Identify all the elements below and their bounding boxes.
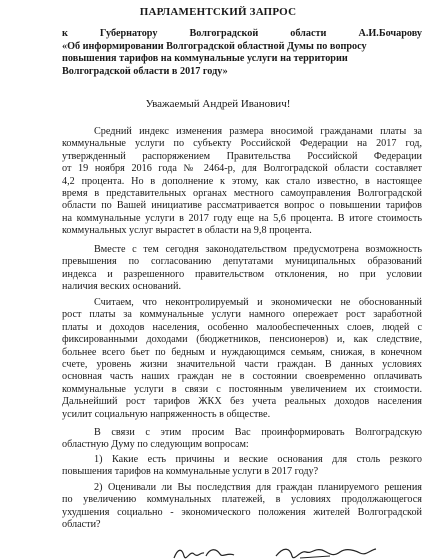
text-line: по увеличению коммунальных платежей, в условиях продолжающегося [62, 494, 422, 506]
addressee-block [62, 28, 422, 78]
text-line: больнее всего бьет по бедным и нуждающимся семьям, снижая, в конечном [62, 346, 422, 358]
text-line: Дальнейший рост тарифов ЖКХ без учета реальных доходов населения [62, 396, 422, 408]
text-line: основная часть наших граждан не в состоянии своевременно оплачивать [62, 371, 422, 383]
text-line: В связи с этим просим Вас проинформировать Волгоградскую [94, 427, 422, 438]
text-line: Средний индекс изменения размера вносимой гражданами платы за [94, 126, 422, 137]
paragraph-1 [62, 126, 422, 238]
text-line: время в представительных органах местного самоуправления Волгоградской [62, 188, 422, 200]
text-line: ухудшения социально - экономического положения жителей Волгоградской [62, 506, 422, 518]
text-line: на коммунальные услуги в 2017 году еще на 5,6 процента. В итоге стоимость [62, 212, 422, 224]
text-line: коммунальные услуги в связи с постоянным увеличением их стоимости. [62, 383, 422, 395]
text-line: Вместе с тем сегодня законодательством предусмотрена возможность [94, 244, 422, 255]
text-line: рост платы за коммунальные услуги намного опережает рост заработной [62, 309, 422, 321]
text-line: области по Вашей инициативе рассматривается вопрос о повышении тарифов [62, 200, 422, 212]
text-line: индекса и разрешенного правительством отклонения, но при условии [62, 268, 422, 280]
greeting: Уважаемый Андрей Иванович! [145, 98, 291, 110]
text-line: счете, уровень жизни значительной части граждан. В данных условиях [62, 359, 422, 371]
question-1 [62, 454, 422, 479]
paragraph-3 [62, 297, 422, 421]
text-line: превышения по согласованию депутатами муниципальных образований [62, 256, 422, 268]
paragraph-4 [62, 427, 422, 452]
signature-2 [270, 544, 380, 560]
text-line: 4,2 процента. Но в дополнение к этому, как стало известно, в настоящее [62, 175, 422, 187]
subject-line: «Об информировании Волгоградской областной Думы по вопросу [62, 40, 367, 52]
subject-line: Волгоградской области в 2017 году» [62, 65, 228, 77]
text-line: Считаем, что неконтролируемый и экономически не обоснованный [94, 297, 422, 308]
text-line: фиксированными доходами (бюджетников, пенсионеров) и, как следствие, [62, 334, 422, 346]
subject-line: повышения тарифов на коммунальные услуги на территории [62, 53, 348, 64]
text-line: области? [62, 519, 101, 531]
text-line: областную Думу по следующим вопросам: [62, 439, 249, 451]
text-line: от 19 ноября 2016 года № 2464-р, для Волгоградской области составляет [62, 163, 422, 175]
question-2 [62, 482, 422, 532]
text-line: усилит социальную напряженность в обществе. [62, 408, 271, 420]
text-line: утвержденный распоряжением Правительства Российской Федерации [62, 150, 422, 162]
text-line: платы и доходов населения, особенно малообеспеченных слоев, людей с [62, 321, 422, 333]
text-line: повышения тарифов на коммунальные услуги в 2017 году? [62, 466, 319, 478]
text-line: коммунальные услуги по субъекту Российской Федерации на 2017 год, [62, 138, 422, 150]
text-line: 1) Какие есть причины и веские основания для столь резкого [94, 454, 422, 465]
text-line: 2) Оценивали ли Вы последствия для граждан планируемого решения [94, 482, 422, 493]
text-line: наличия веских оснований. [62, 281, 182, 293]
addressee-line: к Губернатору Волгоградской области А.И.Бочарову [62, 28, 422, 39]
text-line: коммунальных услуг вырастет в области на 9,8 процента. [62, 225, 312, 237]
signature-1 [170, 544, 240, 560]
document-title: ПАРЛАМЕНТСКИЙ ЗАПРОС [139, 6, 297, 18]
paragraph-2 [62, 244, 422, 294]
